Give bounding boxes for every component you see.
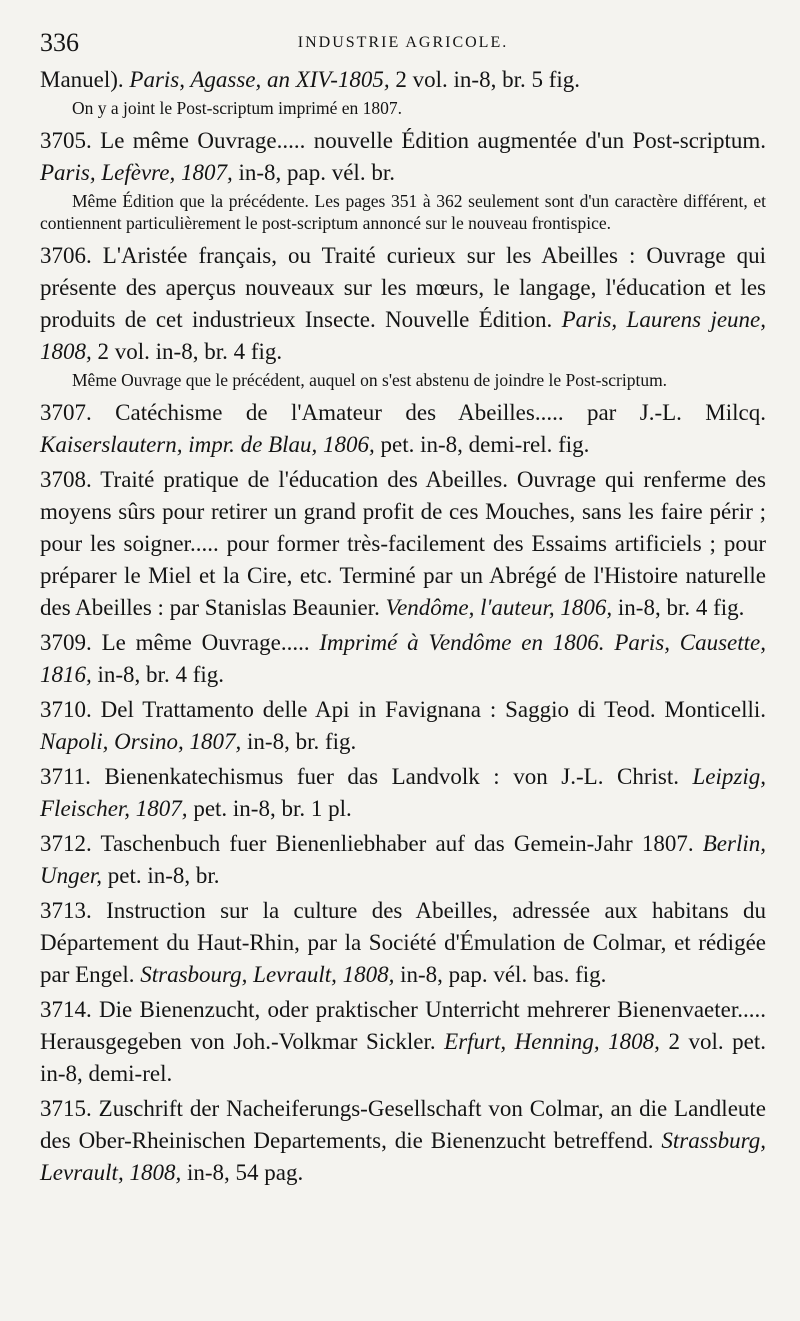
entry-text (40, 828, 766, 892)
catalog-entry (40, 994, 766, 1090)
entry-title: Catéchisme de l'Amateur des Abeilles..... par J.-L. Milcq. (115, 400, 766, 425)
entry-title: L'Aristée français, ou Traité curieux sur les Abeilles : Ouvrage qui présente des aperçus nouveaux sur les mœurs, le langage, l'éducation et les produits de cet industrieux Insecte. Nouvelle Édition. (40, 243, 766, 332)
entry-title: Le même Ouvrage..... (101, 630, 310, 655)
entry-format: in-8, pap. vél. bas. fig. (400, 962, 607, 987)
entry-text (40, 761, 766, 825)
entry-title: Bienenkatechismus fuer das Landvolk : von J.-L. Christ. (104, 764, 679, 789)
entry-text (40, 64, 766, 96)
entry-number: 3705. (40, 128, 92, 153)
entry-imprint: Paris, Agasse, an XIV-1805, (129, 67, 390, 92)
entry-note: Même Ouvrage que le précédent, auquel on s'est abstenu de joindre le Post-scriptum. (72, 370, 668, 390)
entry-number: 3714. (40, 997, 92, 1022)
catalog-entry (40, 464, 766, 624)
entry-number: 3715. (40, 1096, 92, 1121)
catalog-entry (40, 694, 766, 758)
entry-note: Même Édition que la précédente. Les pages 351 à 362 seulement sont d'un caractère différent, et contiennent particulièrement le post-scriptum annoncé sur le nouveau frontispice. (40, 191, 766, 233)
entry-format: pet. in-8, br. 1 pl. (193, 796, 352, 821)
entry-title: Del Trattamento delle Api in Favignana : Saggio di Teod. Monticelli. (100, 697, 767, 722)
entry-number: 3707. (40, 400, 92, 425)
entry-format: 2 vol. in-8, br. 5 fig. (395, 67, 581, 92)
catalog-entry (40, 1093, 766, 1189)
catalog-entry (40, 761, 766, 825)
entry-number: 3708. (40, 467, 92, 492)
entry-number: 3709. (40, 630, 92, 655)
catalog-entry (40, 828, 766, 892)
entry-note: On y a joint le Post-scriptum imprimé en 1807. (72, 98, 403, 118)
entry-text (40, 694, 766, 758)
entry-text (40, 125, 766, 189)
entry-text (40, 464, 766, 624)
entry-number: 3713. (40, 898, 92, 923)
entry-format: 2 vol. in-8, br. 4 fig. (97, 339, 283, 364)
entry-text (40, 994, 766, 1090)
entry-imprint: Berlin, Unger, (40, 831, 766, 888)
entry-number: 3706. (40, 243, 92, 268)
entry-text (40, 627, 766, 691)
entry-title: Die Bienenzucht, oder praktischer Unterricht mehrerer Bienenvaeter..... Herausgegeben von Joh.-Volkmar Sickler. (40, 997, 766, 1054)
catalog-entry (40, 627, 766, 691)
entry-text (40, 240, 766, 368)
entry-format: in-8, pap. vél. br. (238, 160, 395, 185)
entry-number: 3711. (40, 764, 91, 789)
entry-imprint: Strassburg, Levrault, 1808, (40, 1128, 767, 1185)
entry-title: Manuel). (40, 67, 124, 92)
entry-imprint: Napoli, Orsino, 1807, (40, 729, 242, 754)
entry-title: Instruction sur la culture des Abeilles, adressée aux habitans du Département du Haut-Rhin, par la Société d'Émulation de Colmar, et rédigée par Engel. (40, 898, 766, 987)
entry-title: Zuschrift der Nacheiferungs-Gesellschaft von Colmar, an die Landleute des Ober-Rheinischen Departements, die Bienenzucht betreffend. (40, 1096, 766, 1153)
entry-text (40, 1093, 766, 1189)
entry-title: Taschenbuch fuer Bienenliebhaber auf das Gemein-Jahr 1807. (100, 831, 694, 856)
entry-imprint: Leipzig, Fleischer, 1807, (40, 764, 766, 821)
entry-title: Le même Ouvrage..... nouvelle Édition augmentée d'un Post-scriptum. (100, 128, 767, 153)
entry-imprint: Kaiserslautern, impr. de Blau, 1806, (40, 432, 375, 457)
catalog-entry (40, 125, 766, 234)
catalog-entry (40, 64, 766, 119)
page-header (40, 28, 766, 64)
entry-format: pet. in-8, br. (107, 863, 220, 888)
catalog-entry (40, 240, 766, 391)
entry-format: in-8, br. 4 fig. (617, 595, 745, 620)
entry-imprint: Vendôme, l'auteur, 1806, (385, 595, 613, 620)
entry-imprint: Imprimé à Vendôme en 1806. Paris, Causette, 1816, (40, 630, 766, 687)
catalog-entries (40, 64, 766, 1189)
running-title: INDUSTRIE AGRICOLE. (297, 34, 509, 51)
entry-imprint: Strasbourg, Levrault, 1808, (140, 962, 395, 987)
entry-format: 2 vol. pet. in-8, demi-rel. (40, 1029, 766, 1086)
catalog-entry (40, 895, 766, 991)
entry-text (40, 895, 766, 991)
entry-title: Traité pratique de l'éducation des Abeilles. Ouvrage qui renferme des moyens sûrs pour retirer un grand profit de ces Mouches, sans les faire périr ; pour les soigner..... pour former très-facilement des Essaims artificiels ; pour préparer le Miel et la Cire, etc. Terminé par un Abrégé de l'Histoire naturelle des Abeilles : par Stanislas Beaunier. (40, 467, 766, 620)
entry-imprint: Erfurt, Henning, 1808, (444, 1029, 660, 1054)
catalog-entry (40, 397, 766, 461)
entry-format: pet. in-8, demi-rel. fig. (380, 432, 590, 457)
page-number: 336 (40, 28, 79, 57)
entry-text (40, 397, 766, 461)
entry-format: in-8, br. fig. (247, 729, 357, 754)
entry-number: 3712. (40, 831, 92, 856)
entry-number: 3710. (40, 697, 92, 722)
entry-imprint: Paris, Laurens jeune, 1808, (40, 307, 767, 364)
entry-format: in-8, 54 pag. (186, 1160, 304, 1185)
entry-imprint: Paris, Lefèvre, 1807, (40, 160, 233, 185)
entry-format: in-8, br. 4 fig. (97, 662, 224, 687)
